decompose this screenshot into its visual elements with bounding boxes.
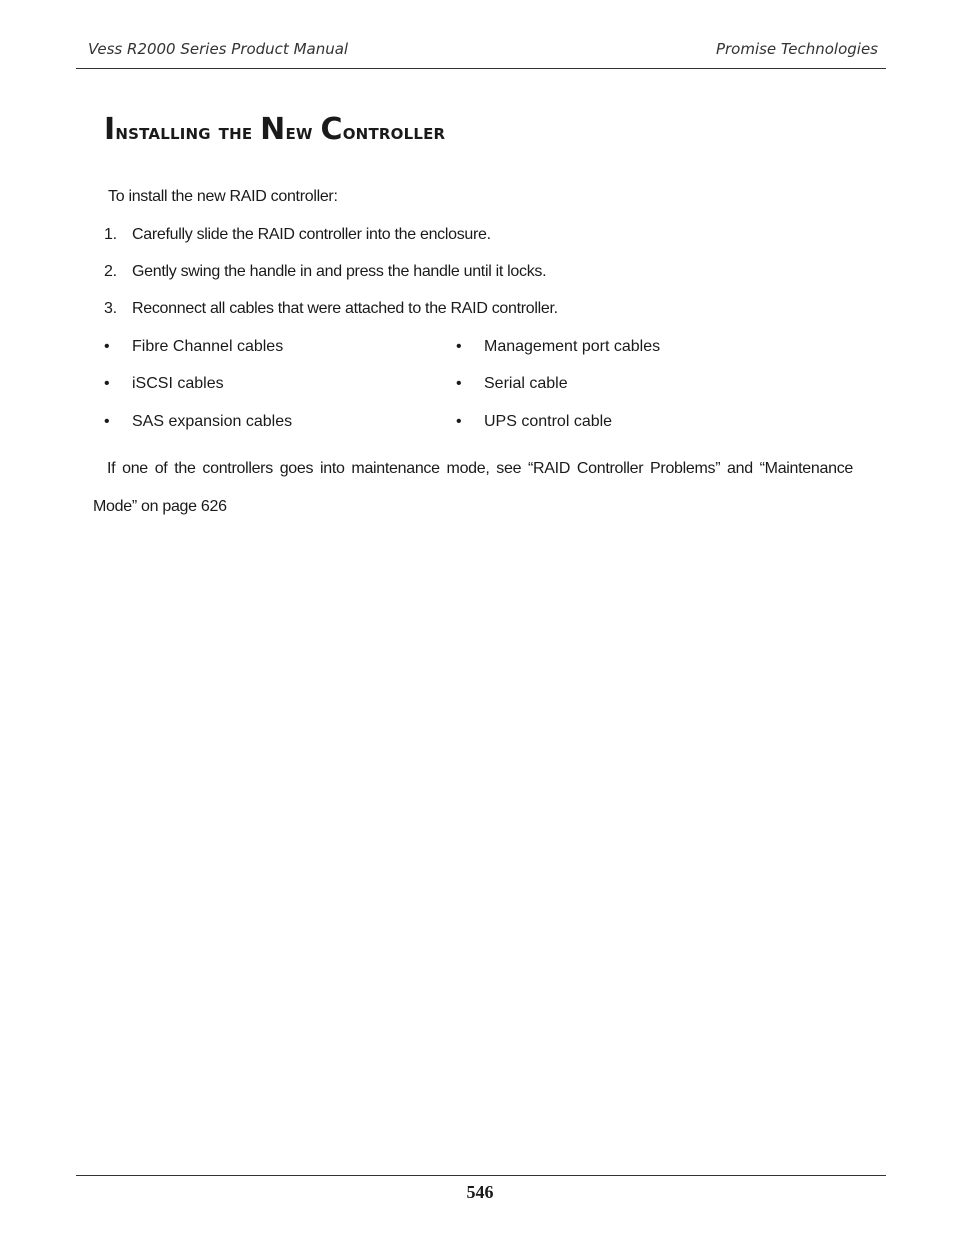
cable-list-item: • Serial cable: [456, 375, 568, 392]
running-header-title: Vess R2000 Series Product Manual: [88, 40, 349, 58]
cable-list-item: • UPS control cable: [456, 413, 613, 430]
note-line-2: Mode” on page 626: [93, 498, 227, 515]
step-number: 3.: [104, 300, 117, 317]
step-text: Carefully slide the RAID controller into the enclosure.: [132, 226, 491, 243]
note-line-1: If one of the controllers goes into maintenance mode, see “RAID Controller Problems” and “Maintenance: [107, 460, 853, 477]
step-number: 2.: [104, 263, 117, 280]
maintenance-note: [93, 450, 853, 526]
cable-list-item: • iSCSI cables: [104, 375, 224, 392]
running-header-company: Promise Technologies: [715, 40, 878, 58]
intro-text: To install the new RAID controller:: [108, 188, 338, 205]
cable-list-item: • Fibre Channel cables: [104, 338, 284, 355]
bullet-icon: •: [104, 375, 110, 392]
bullet-icon: •: [456, 375, 462, 392]
step-2: [104, 263, 546, 281]
header-divider: [76, 68, 886, 69]
bullet-icon: •: [456, 413, 462, 430]
bullet-icon: •: [104, 338, 110, 355]
cable-list-item: • Management port cables: [456, 338, 661, 355]
step-text: Reconnect all cables that were attached to the RAID controller.: [132, 300, 558, 317]
step-3: [104, 300, 558, 318]
step-number: 1.: [104, 226, 117, 243]
bullet-icon: •: [104, 413, 110, 430]
cable-list-item: • SAS expansion cables: [104, 413, 293, 430]
bullet-icon: •: [456, 338, 462, 355]
page-number: 546: [466, 1182, 494, 1202]
step-1: [104, 226, 491, 244]
step-text: Gently swing the handle in and press the handle until it locks.: [132, 263, 547, 280]
footer-divider: [76, 1175, 886, 1176]
section-title: Installing the New Controller: [104, 112, 446, 147]
